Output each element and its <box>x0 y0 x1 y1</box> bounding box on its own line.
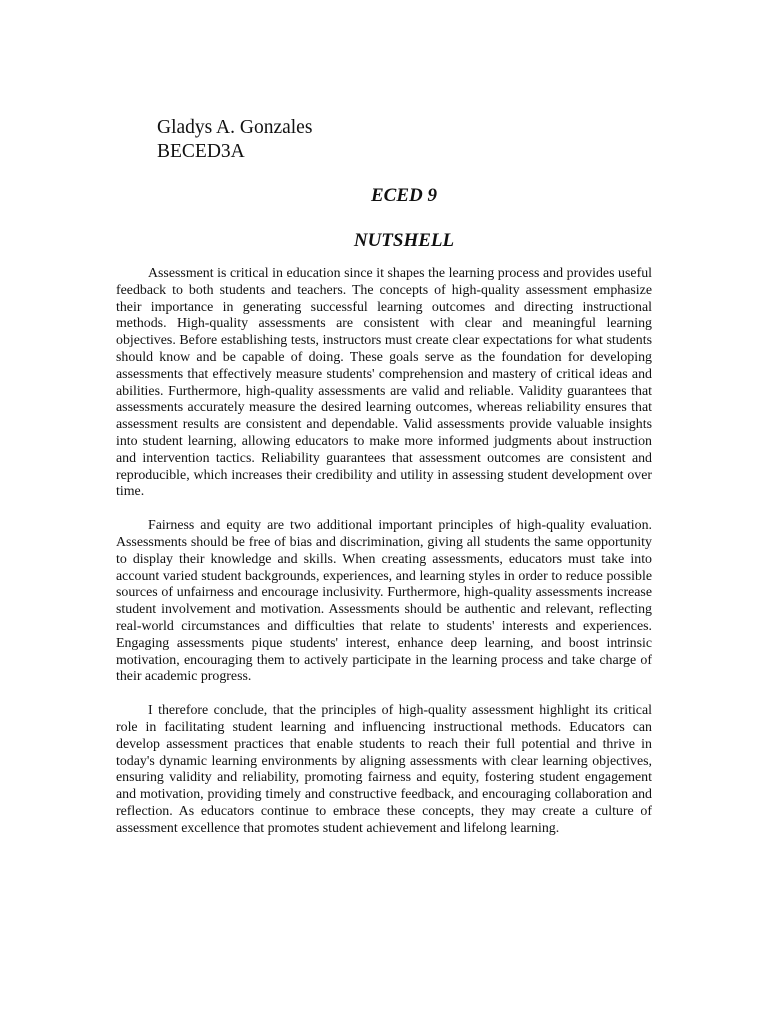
paragraph-3: I therefore conclude, that the principles of high-quality assessment highlight its critical role in facilitating student learning and influencing instructional methods. Educators can develop assessment practices that enable students to reach their full potential and thrive in today's dynamic learning environments by aligning assessments with clear learning objectives, ensuring validity and reliability, promoting fairness and equity, fostering student engagement and motivation, providing timely and constructive feedback, and encouraging collaboration and reflection. As educators continue to embrace these concepts, they may create a culture of assessment excellence that promotes student achievement and lifelong learning. <box>116 703 652 836</box>
author-section: BECED3A <box>157 141 245 162</box>
paragraph-2: Fairness and equity are two additional important principles of high-quality evaluation. Assessments should be free of bias and discrimination, giving all students the same opportunity to display their knowledge and skills. When creating assessments, educators must take into account varied student backgrounds, experiences, and learning styles in order to reduce possible sources of unfairness and encourage inclusivity. Furthermore, high-quality assessments increase student involvement and motivation. Assessments should be authentic and relevant, reflecting real-world circumstances and difficulties that relate to students' interests and experiences. Engaging assessments pique students' interest, enhance deep learning, and boost intrinsic motivation, encouraging them to actively participate in the learning process and take charge of their academic progress. <box>116 518 652 685</box>
paragraph-1: Assessment is critical in education since it shapes the learning process and provides useful feedback to both students and teachers. The concepts of high-quality assessment emphasize their importance in generating successful learning outcomes and directing instructional methods. High-quality assessments are consistent with clear and meaningful learning objectives. Before establishing tests, instructors must create clear expectations for what students should know and be capable of doing. These goals serve as the foundation for developing assessments that effectively measure students' comprehension and mastery of critical ideas and abilities. Furthermore, high-quality assessments are valid and reliable. Validity guarantees that assessments accurately measure the desired learning outcomes, whereas reliability ensures that assessment results are consistent and dependable. Valid assessments provide valuable insights into student learning, allowing educators to make more informed judgments about instruction and intervention tactics. Reliability guarantees that assessment outcomes are consistent and reproducible, which increases their credibility and utility in assessing student development over time. <box>116 266 652 500</box>
course-heading: ECED 9 <box>371 185 437 206</box>
author-name: Gladys A. Gonzales <box>157 117 313 138</box>
document-body <box>116 266 652 855</box>
document-title: NUTSHELL <box>353 230 455 251</box>
author-block <box>157 116 312 164</box>
